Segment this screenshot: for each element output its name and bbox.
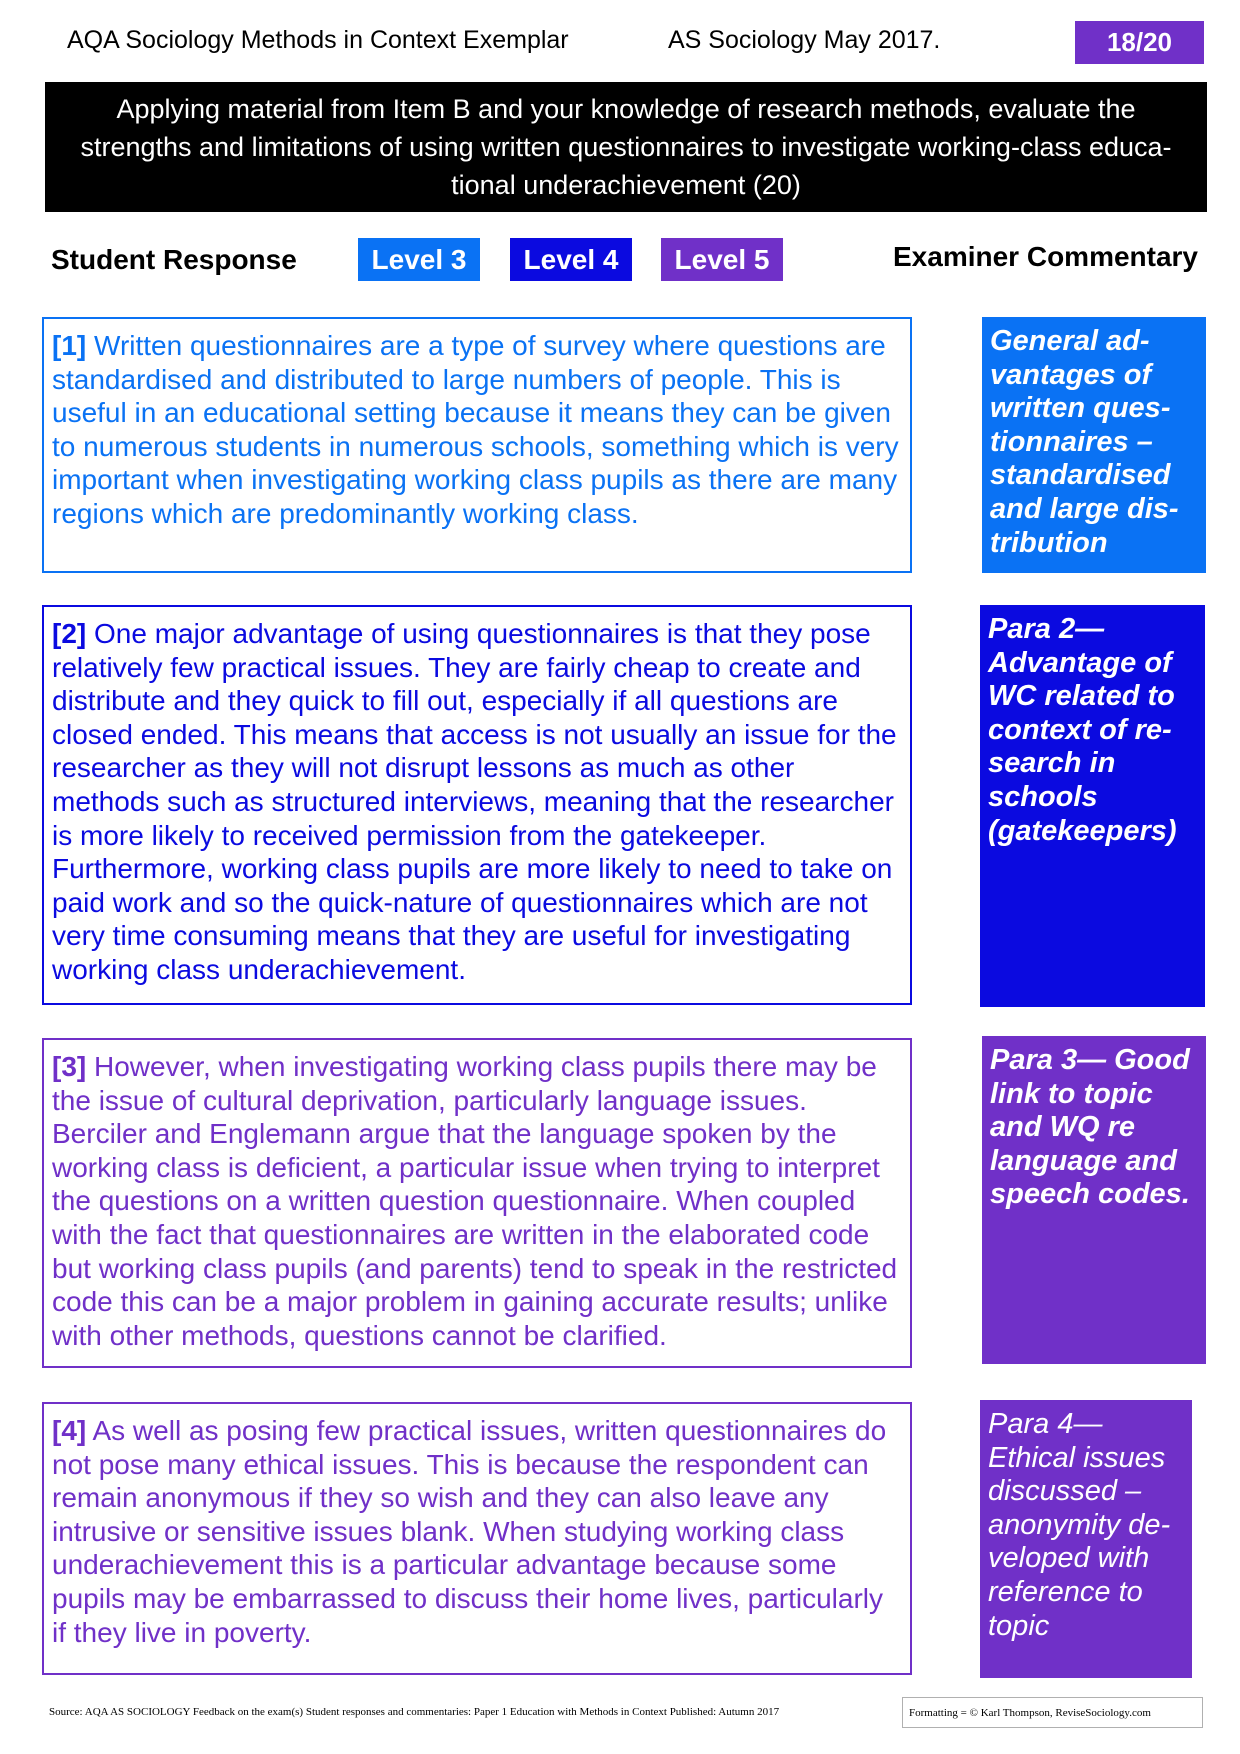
question-text: Applying material from Item B and your knowledge of research methods, evaluate the strengths and limitations of using written questionnaires to investigate working-class educational underachievement (20): [80, 94, 1172, 200]
source-note: Source: AQA AS SOCIOLOGY Feedback on the exam(s) Student responses and commentaries: Paper 1 Education with Methods in Context Published: Autumn 2017: [49, 1706, 780, 1718]
paragraph-text: As well as posing few practical issues, written questionnaires do not pose many ethical issues. This is because the respondent can remain anonymous if they so wish and they can also leave any intrusive or sensitive issues blank. When studying working class underachievement this is a particular advantage because some pupils may be embarrassed to discuss their home lives, particularly if they live in poverty.: [52, 1415, 887, 1648]
response-paragraph-2: [42, 605, 912, 1005]
commentary-para-1: General advantages of written questionnaires – standardised and large distribution: [982, 317, 1206, 573]
formatting-credit: Formatting = © Karl Thompson, ReviseSociology.com: [902, 1697, 1203, 1728]
paragraph-number: [1]: [52, 330, 87, 361]
response-paragraph-1: [42, 317, 912, 573]
paragraph-number: [4]: [52, 1415, 87, 1446]
response-paragraph-3: [42, 1038, 912, 1368]
document-title: AQA Sociology Methods in Context Exemplar: [67, 26, 569, 54]
commentary-para-4: Para 4— Ethical issues discussed – anonymity developed with reference to topic: [980, 1400, 1192, 1678]
level-4-badge: Level 4: [510, 238, 632, 281]
paragraph-text: However, when investigating working class pupils there may be the issue of cultural deprivation, particularly language issues. Berciler and Englemann argue that the language spoken by the working class is deficient, a particular issue when trying to interpret the questions on a written question questionnaire. When coupled with the fact that questionnaires are written in the elaborated code but working class pupils (and parents) tend to speak in the restricted code this can be a major problem in gaining accurate results; unlike with other methods, questions cannot be clarified.: [52, 1051, 898, 1351]
question-box: [45, 82, 1207, 212]
commentary-para-2: Para 2— Advantage of WC related to context of research in schools (gatekeepers): [980, 605, 1205, 1007]
level-3-badge: Level 3: [358, 238, 480, 281]
paragraph-number: [2]: [52, 618, 87, 649]
exam-label: AS Sociology May 2017.: [668, 26, 941, 54]
level-5-badge: Level 5: [661, 238, 783, 281]
paragraph-text: One major advantage of using questionnaires is that they pose relatively few practical issues. They are fairly cheap to create and distribute and they quick to fill out, especially if all questions are closed ended. This means that access is not usually an issue for the researcher as they will not disrupt lessons as much as other methods such as structured interviews, meaning that the researcher is more likely to received permission from the gatekeeper. Furthermore, working class pupils are more likely to need to take on paid work and so the quick-nature of questionnaires which are not very time consuming means that they are useful for investigating working class underachievement.: [52, 618, 897, 985]
paragraph-number: [3]: [52, 1051, 87, 1082]
examiner-commentary-label: Examiner Commentary: [893, 241, 1199, 272]
student-response-label: Student Response: [51, 244, 297, 275]
response-paragraph-4: [42, 1402, 912, 1675]
commentary-para-3: Para 3— Good link to topic and WQ re language and speech codes.: [982, 1036, 1206, 1364]
score-badge: 18/20: [1075, 21, 1204, 64]
paragraph-text: Written questionnaires are a type of survey where questions are standardised and distributed to large numbers of people. This is useful in an educational setting because it means they can be given to numerous students in numerous schools, something which is very important when investigating working class pupils as there are many regions which are predominantly working class.: [52, 330, 899, 529]
